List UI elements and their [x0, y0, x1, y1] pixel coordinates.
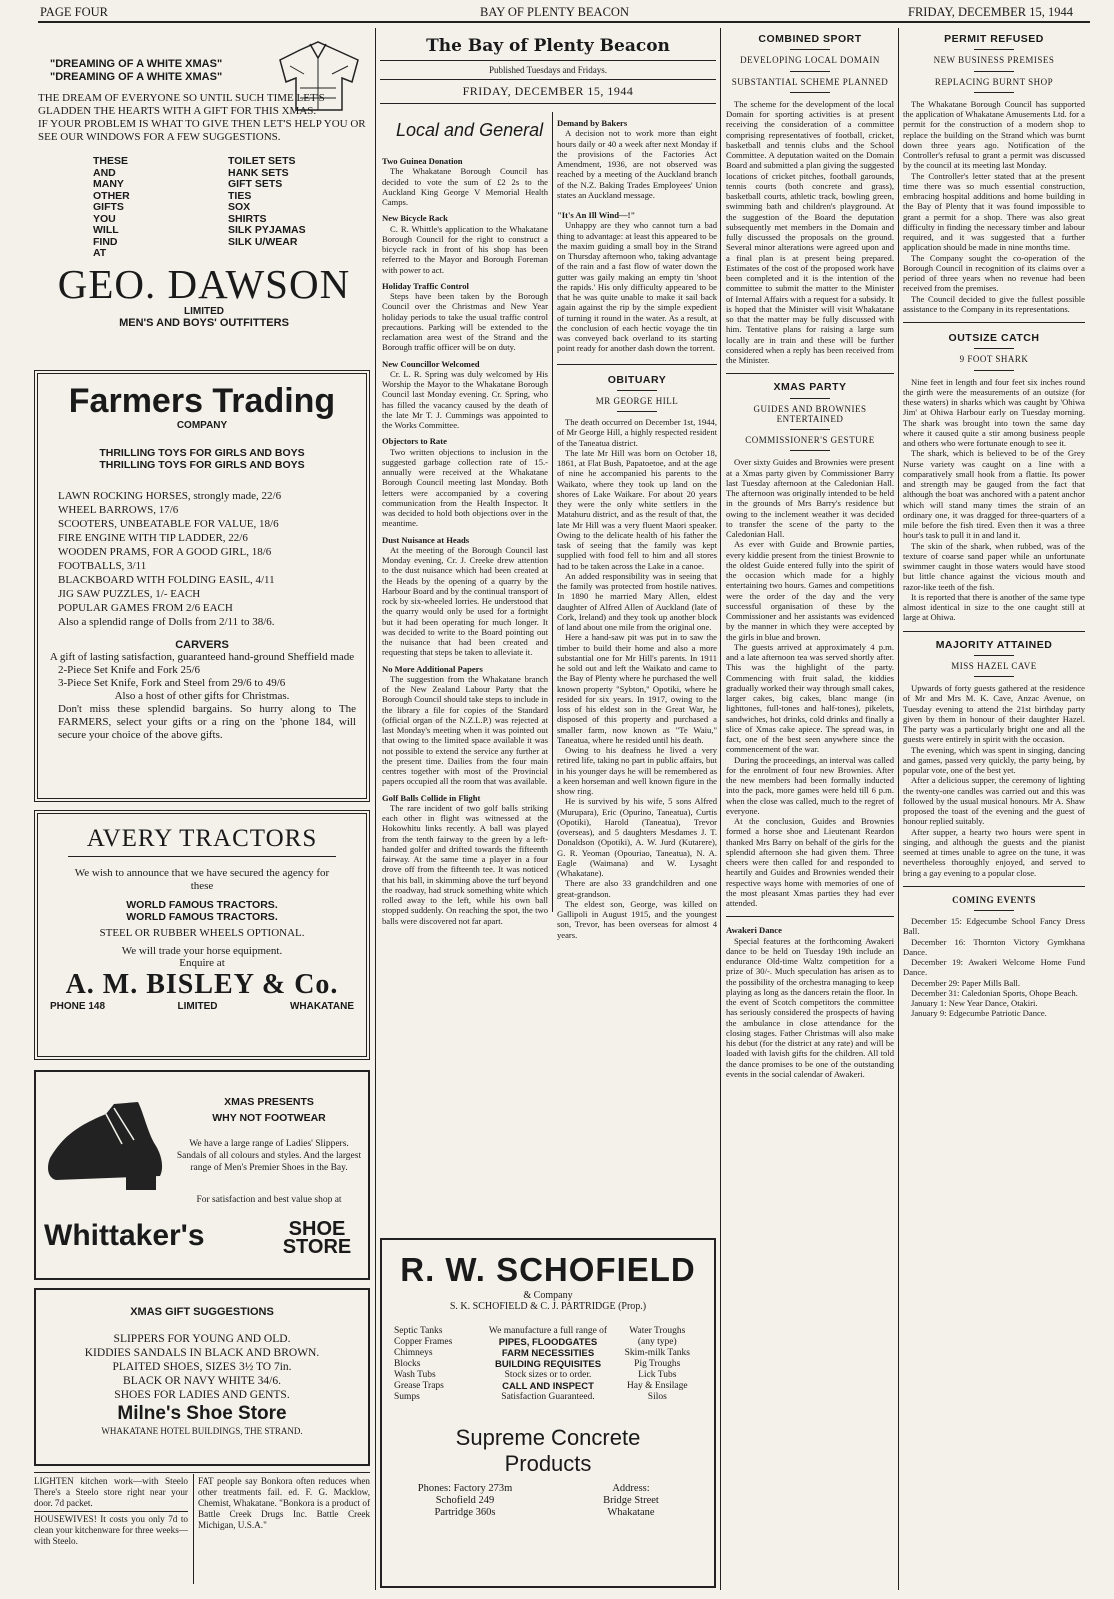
dawson-left-item: AND — [93, 166, 116, 179]
schofield-mid-7: Satisfaction Guaranteed. — [501, 1392, 595, 1402]
whittaker-title-2: WHY NOT FOOTWEAR — [212, 1112, 326, 1124]
schofield-mid-2: PIPES, FLOODGATES — [498, 1337, 598, 1348]
event-item: December 16: Thornton Victory Gymkhana Dance. — [903, 936, 1085, 957]
local-general — [382, 112, 548, 926]
dawson-limited: LIMITED — [184, 305, 224, 317]
dawson-ad — [38, 30, 370, 370]
catch-body — [903, 377, 1085, 623]
schofield-left-item: Wash Tubs — [394, 1370, 436, 1380]
schofield-name: R. W. SCHOFIELD — [400, 1251, 696, 1288]
column-rule — [375, 28, 376, 1590]
steelo-ad — [34, 1476, 188, 1586]
column-rule — [720, 28, 721, 1590]
dawson-outfitters: MEN'S AND BOYS' OUTFITTERS — [119, 316, 289, 329]
avery-wf-1: WORLD FAMOUS TRACTORS. — [126, 899, 278, 911]
dawson-dream-1: "DREAMING OF A WHITE XMAS" — [50, 58, 223, 70]
schofield-phones: Phones: Factory 273m — [417, 1483, 513, 1494]
masthead-published: Published Tuesdays and Fridays. — [488, 65, 607, 75]
majority-body — [903, 683, 1085, 878]
supreme-2: Products — [504, 1451, 592, 1476]
schofield-company: & Company — [523, 1290, 573, 1301]
schofield-address: Address: — [612, 1483, 650, 1494]
farmers-toy-list — [58, 489, 366, 629]
dawson-left-item: WILL — [93, 224, 119, 236]
dawson-left-list — [93, 156, 228, 260]
schofield-left-list — [394, 1326, 483, 1403]
local-article-text: Two written objections to inclusion in the suggested garbage collection rate of 15.- annually were received at the Whakatane Borough Council meeting last Monday. Both letters were accompanied by a covering communication from the Health Inspector. It was decided to hold both objections over in the meantime. — [382, 446, 548, 529]
schofield-right-item: Water Troughs — [629, 1326, 686, 1336]
local-article-heading: No More Additional Papers — [382, 663, 483, 674]
carvers-body: A gift of lasting satisfaction, guaranteed hand-ground Sheffield made — [49, 651, 355, 663]
xmas-party-paragraph: During the proceedings, an interval was called for the enrolment of four new Brownies. After the new members had been formally inducted into the pack, more games were held till 6 p.m. when the close was called, much to the regret of everyone. — [726, 754, 894, 816]
xmas-party-paragraph: The guests arrived at approximately 4 p.m. and a late afternoon tea was served shortly after. This was the highlight of the party. Commencing with fruit salad, the kiddies gradually worked their way through small cakes, larger cakes, big cakes, blanc mange (in lighttones, full-tones and half-tones), pikelets, sandwiches, hot drinks, cold drinks and finally a slice of Xmas cake apiece. The spread was, in fact, one of the best seen anywhere since the commencement of the war. — [726, 641, 894, 755]
permit-body — [903, 99, 1085, 314]
schofield-right-item: Skim-milk Tanks — [624, 1348, 690, 1358]
sport-body — [726, 99, 894, 366]
xmas-party-paragraph: At the conclusion, Guides and Brownies formed a horse shoe and Lieutenant Reardon thanked Mrs Barry on behalf of the girls for the splendid afternoon she had given them. Three cheers were then called for and responded to heartily and Guides and Brownies wended their respective ways home with memories of one of the most pleasant Xmas parties they had ever attended. — [726, 816, 894, 908]
obituary-paragraph: Owing to his deafness he lived a very retired life, taking no part in public affairs, but in his younger days he will be remembered as a keen horseman and well known figure in the show ring. — [557, 745, 717, 796]
local-article-text: The suggestion from the Whakatane branch of the New Zealand Labour Party that the Borough Council should take steps to include in the library a file for copies of the Standard (official organ of the N.Z.L.P.) was rejected at last Monday's meeting when it was pointed out that owing to the limited space available it was not possible to extend the service any further at the present time. Dailies from the four main centres together with most of the Provincial papers occupied all the room that was available. — [382, 673, 548, 787]
schofield-right-item: Silos — [647, 1392, 667, 1402]
dawson-left-item: GIFTS — [93, 201, 124, 213]
majority-paragraph: The evening, which was spent in singing, dancing and games, passed very quickly, the party being, by popular vote, one of the best yet. — [903, 744, 1085, 775]
catch-paragraph: It is reported that there is another of the same type almost identical in size to the one caught still at large at Ohiwa. — [903, 591, 1085, 623]
milne-address: WHAKATANE HOTEL BUILDINGS, THE STRAND. — [101, 1426, 303, 1436]
farmers-toy-item: BLACKBOARD WITH FOLDING EASIL, 4/11 — [58, 574, 275, 586]
schofield-mid-5: Stock sizes or to order. — [504, 1370, 592, 1380]
whittaker-name: Whittaker's — [44, 1219, 205, 1252]
column-four — [903, 34, 1085, 1590]
permit-title: PERMIT REFUSED — [944, 33, 1044, 45]
awakeri-heading: Awakeri Dance — [726, 925, 782, 936]
event-item: January 1: New Year Dance, Otakiri. — [911, 998, 1038, 1008]
supreme-1: Supreme Concrete — [455, 1425, 641, 1450]
events-title: COMING EVENTS — [952, 894, 1036, 905]
local-article-text: At the meeting of the Borough Council last Monday evening, Cr. J. Creeke drew attention to the dust nuisance which had been created at the Heads by the opening of a quarry by the Harbour Board and by the continual transport of rock by six-wheeled lorries. He understood that the quarry would only be used for a fortnight but it had been operating for much longer. It was decided to write to the Board pointing out the nuisance that had been created and requesting that steps be taken to alleviate it. — [382, 544, 548, 658]
avery-title: AVERY TRACTORS — [86, 825, 318, 852]
schofield-left-item: Sumps — [394, 1392, 420, 1402]
whittaker-shoe: SHOE — [288, 1218, 346, 1240]
obituary-name: MR GEORGE HILL — [595, 395, 679, 406]
carvers-list — [58, 664, 366, 690]
carvers-title: CARVERS — [175, 639, 229, 651]
local-article-heading: Dust Nuisance at Heads — [382, 534, 470, 545]
avery-intro: We wish to announce that we have secured the agency for these — [74, 867, 330, 892]
farmers-thrill-1: THRILLING TOYS FOR GIRLS AND BOYS — [99, 447, 305, 459]
obituary-paragraph: The death occurred on December 1st, 1944, of Mr George Hill, a highly respected resident of the Taneatua district. — [557, 417, 717, 448]
milne-line: PLAITED SHOES, SIZES 3½ TO 7in. — [112, 1361, 292, 1373]
permit-sub-2: REPLACING BURNT SHOP — [934, 76, 1054, 87]
dawson-left-item: FIND — [93, 235, 118, 248]
shirt-icon — [270, 30, 368, 114]
xmas-party-sub-2: COMMISSIONER'S GESTURE — [745, 435, 875, 445]
dawson-dream-2: "DREAMING OF A WHITE XMAS" — [50, 71, 223, 83]
xmas-party-title: XMAS PARTY — [773, 381, 847, 394]
milne-title: XMAS GIFT SUGGESTIONS — [130, 1306, 274, 1318]
whittaker-store: STORE — [282, 1236, 352, 1258]
event-item: December 29: Paper Mills Ball. — [911, 977, 1021, 988]
dawson-left-item: AT — [93, 247, 107, 259]
schofield-phone-3: Partridge 360s — [434, 1507, 496, 1518]
farmers-ad — [34, 370, 370, 802]
header-rule — [38, 21, 1090, 23]
catch-sub: 9 FOOT SHARK — [959, 354, 1029, 365]
avery-enquire: Enquire at — [179, 957, 225, 969]
farmers-title: Farmers Trading — [68, 382, 336, 420]
sport-sub: DEVELOPING LOCAL DOMAIN — [740, 55, 880, 66]
avery-steel: STEEL OR RUBBER WHEELS OPTIONAL. — [99, 927, 305, 939]
obituary-paragraph: Here a hand-saw pit was put in to saw the timber to build their home and also a more substantial one for Mr Hill's parents. In 1911 he sold out and left the Waikato and came to the Bay of Plenty where he purchased the well known property "Sybton," Opotiki, where he resided for six years. In 1917, owing to the loss of his eldest son in the Great War, he disposed of this property and purchased a smaller farm, now known as "Te Waiu," Taneatua, where he resided until his death. — [557, 632, 717, 745]
bisley-place: WHAKATANE — [289, 1001, 354, 1012]
schofield-addr-2: Bridge Street — [603, 1495, 659, 1506]
whittaker-body: We have a large range of Ladies' Slippers. Sandals of all colours and styles. And the largest range of Men's Premier Shoes in the Bay. — [176, 1139, 362, 1173]
dawson-gift-item: TOILET SETS — [228, 155, 296, 167]
farmers-thrill-2: THRILLING TOYS FOR GIRLS AND BOYS — [99, 459, 305, 471]
schofield-mid-4: BUILDING REQUISITES — [494, 1359, 602, 1370]
catch-paragraph: The shark, which is believed to be of the Grey Nurse variety was caught on a line with a comparatively small hook from a flattie. Its power and strength may be gauged from the fact that although the boat was anchored with a patent anchor which will stand many times the strain of an ordinary one, it was dragged for three-quarters of a mile before the fish tired. Even then it was a three hour's task to pull it in and land it. — [903, 448, 1085, 541]
bakers-heading: Demand by Bakers — [557, 118, 628, 128]
permit-paragraph: The Company sought the co-operation of the Borough Council in recognition of its claims over a period of three years when no revenue had been received from the premises. — [903, 252, 1085, 294]
schofield-mid-3: FARM NECESSITIES — [501, 1348, 595, 1359]
column-rule — [898, 28, 899, 1590]
carvers-also: Also a host of other gifts for Christmas. — [114, 690, 290, 702]
local-article-heading: Two Guinea Donation — [382, 156, 463, 166]
obituary-paragraph: The late Mr Hill was born on October 18, 1861, at Flat Bush, Papatoetoe, and at the age of nine he accompanied his parents to the Waikato, where they took up land on the shores of Lake Waikare. For about 20 years they were the only white settlers in the Matahuru district, and as the result of that, the late Mr Hill was a very fluent Maori speaker. Owing to the delicate health of his father the task of seeing that the family was kept supplied with food fell to him and all stores had to be taken across the Lake in a canoe. — [557, 447, 717, 571]
whittaker-title-1: XMAS PRESENTS — [224, 1096, 314, 1108]
schofield-left-item: Septic Tanks — [394, 1326, 443, 1336]
dawson-body-1: THE DREAM OF EVERYONE SO UNTIL SUCH TIME LET'S GLADDEN THE HEARTS WITH A GIFT FOR THIS XMAS. — [38, 92, 325, 117]
dawson-gift-item: SOX — [228, 201, 251, 213]
obituary-title: OBITUARY — [607, 373, 667, 386]
bisley-name: A. M. BISLEY & Co. — [65, 969, 339, 1000]
local-article-text: Cr. L. R. Spring was duly welcomed by His Worship the Mayor to the Whakatane Borough Council last Monday evening. Cr. Spring, who has filled the vacancy caused by the death of the late Mr T. J. Cummings was appointed to the Works Committee. — [382, 368, 548, 430]
farmers-toy-item: Also a splendid range of Dolls from 2/11 to 38/6. — [58, 616, 275, 628]
obituary-paragraph: There are also 33 grandchildren and one great-grandson. — [557, 878, 717, 899]
dawson-gift-item: SILK U/WEAR — [228, 235, 298, 248]
farmers-company: COMPANY — [176, 420, 228, 431]
milne-line: BLACK OR NAVY WHITE 34/6. — [123, 1375, 281, 1387]
milne-name: Milne's Shoe Store — [117, 1403, 287, 1424]
xmas-party-sub: GUIDES AND BROWNIES ENTERTAINED — [753, 403, 867, 424]
avery-trade: We will trade your horse equipment. — [121, 945, 283, 957]
awakeri-text: Special features at the forthcoming Awakeri dance to be held on Tuesday 19th include an endurance Old-time Waltz competition for a prize of 30/-. Much speculation has arisen as to the possibility of the orchestra managing to keep playing as long as the dancers retain the floor. In the event of Scotch competitors the committee has seriously considered the prospects of having the ambulance in close attendance for the closing stages. Father Christmas will also make his debut (for the district at any rate) and will be loaded with lavish gifts for the children. All told the dance promises to be one of the outstanding events in the social calendar of Awakeri. — [726, 935, 894, 1079]
event-item: December 31: Caledonian Sports, Ohope Beach. — [911, 987, 1078, 998]
majority-paragraph: Upwards of forty guests gathered at the residence of Mr and Mrs M. K. Cave, Anzac Avenue, on Tuesday evening to attend the 21st birthday party given by them in honour of their daughter Hazel. The party was a particularly bright one and all the guests were entirely in spirit with the occasion. — [903, 683, 1085, 745]
xmas-party-paragraph: As ever with Guide and Brownie parties, every kiddie present from the tiniest Brownie to the oldest Guide entered fully into the spirit of the occasion which made for a highly entertaining two hours. Games and competitions were the order of the day and the very successful organisation of these by the Commissioner and her assistants was evidenced by the manner in which they were accepted by the girls in blue and brown. — [726, 539, 894, 642]
whittaker-ad — [34, 1070, 370, 1280]
local-article-heading: Golf Balls Collide in Flight — [382, 792, 481, 803]
wind-heading: "It's An Ill Wind—!" — [557, 210, 636, 220]
dawson-gift-item: SILK PYJAMAS — [228, 224, 306, 236]
schofield-right-item: (any type) — [637, 1337, 677, 1347]
farmers-toy-item: FIRE ENGINE WITH TIP LADDER, 22/6 — [58, 532, 248, 544]
milne-list — [36, 1332, 368, 1402]
whittaker-body-2: For satisfaction and best value shop at — [196, 1195, 342, 1205]
obituary-body — [557, 417, 717, 940]
local-article-heading: Objectors to Rate — [382, 436, 447, 447]
farmers-toy-item: FOOTBALLS, 3/11 — [58, 560, 147, 572]
farmers-toy-item: WHEEL BARROWS, 17/6 — [58, 504, 179, 516]
bonkora-ad: FAT people say Bonkora often reduces when other treatments fail. ed. F. G. Macklow, Chemist, Whakatane. "Bonkora is a product of Battle Creek Drugs Inc. Battle Creek Michigan, U.S.A." — [198, 1476, 370, 1530]
obituary-paragraph: The eldest son, George, was killed on Gallipoli in August 1915, and the youngest son, Trevor, has been overseas for almost 4 years. — [557, 898, 717, 940]
right-subcolumn — [557, 118, 717, 940]
dawson-left-item: OTHER — [93, 189, 130, 202]
dawson-gift-item: TIES — [228, 189, 252, 202]
obituary-paragraph: An added responsibility was in seeing that the family was protected from hostile natives. In 1890 he married Mary Allen, eldest daughter of Alfred Allen of Auckland (late of Cork, Ireland) and they took up another block of land about one mile from the original one. — [557, 570, 717, 632]
dawson-left-item: MANY — [93, 178, 124, 190]
masthead-title: The Bay of Plenty Beacon — [426, 36, 670, 56]
sport-title: COMBINED SPORT — [758, 33, 862, 45]
dawson-gift-list — [228, 156, 306, 260]
catch-title: OUTSIZE CATCH — [948, 332, 1040, 344]
local-article-text: The rare incident of two golf balls striking each other in flight was witnessed at the Hokowhitu links recently. A ball was played from the tenth fairway to the green by a left-handed golfer and drifted towards the fifteenth fairway. At the same time a player in a four drove off from the fifteenth tee. It was noticed that his ball, in skimming above the turf beyond the roadway, had struck something white which rolled away to the left, while his own ball stopped suddenly. On reaching the spot, the two balls were discovered not far apart. — [382, 802, 548, 926]
schofield-addr-3: Whakatane — [607, 1507, 655, 1518]
bisley-limited: LIMITED — [177, 1001, 218, 1012]
local-article-text: Steps have been taken by the Borough Council over the Christmas and New Year holiday periods to take the usual traffic control precautions. Parking will be extended to the reclamation area west of the Strand and the Borough traffic officer will be on duty. — [382, 291, 548, 353]
header-date: FRIDAY, DECEMBER 15, 1944 — [908, 5, 1073, 19]
page-number: PAGE FOUR — [40, 5, 108, 19]
avery-ad — [34, 810, 370, 1060]
majority-paragraph: After supper, a hearty two hours were spent in singing, and although the guests and the pianist seemed at times unable to agree on the tune, it was nevertheless thoroughly enjoyed, and served to bring a gay evening to a popular close. — [903, 826, 1085, 878]
local-title: Local and General — [396, 120, 544, 140]
local-article-text: C. R. Whittle's application to the Whakatane Borough Council for the right to construct a bicycle rack in front of his shop has been referred to the Mayor and Borough Foreman with power to act. — [382, 223, 548, 275]
farmers-toy-item: WOODEN PRAMS, FOR A GOOD GIRL, 18/6 — [58, 546, 272, 558]
dawson-name: GEO. DAWSON — [57, 260, 351, 307]
column-three — [726, 34, 894, 1590]
dawson-left-item: YOU — [93, 212, 116, 225]
milne-line: SHOES FOR LADIES AND GENTS. — [114, 1389, 290, 1401]
schofield-left-item: Grease Traps — [394, 1381, 444, 1391]
schofield-right-item: Lick Tubs — [638, 1370, 677, 1380]
farmers-toy-item: POPULAR GAMES FROM 2/6 EACH — [58, 602, 233, 614]
permit-paragraph: The Council decided to give the fullest possible assistance to the Company in its representations. — [903, 293, 1085, 314]
shoe-icon — [44, 1084, 172, 1194]
carvers-item: 2-Piece Set Knife and Fork 25/6 — [58, 664, 201, 676]
steelo-text-1: LIGHTEN kitchen work—with Steelo There's a Steelo store right near your door. 7d packet. — [34, 1476, 188, 1508]
dawson-gift-item: GIFT SETS — [228, 178, 283, 190]
milne-ad — [34, 1288, 370, 1466]
farmers-toy-item: SCOOTERS, UNBEATABLE FOR VALUE, 18/6 — [58, 518, 279, 530]
wind-text: Unhappy are they who cannot turn a bad thing to advantage: at least this appeared to be the maxim guiding a small boy in the Strand on Thursday afternoon who, taking advantage of the rain and a fast flow of water down the gutter was gaily making an empty tin 'shoot the rapids.' His only difficulty appeared to be that he was quite unable to make it sail back again against the rip by the simple expedient of turning it round in the water. As a result, at the conclusion of each hectic voyage the tin was conveyed back overland to its starting point ready for another dash down the torrent. — [557, 220, 717, 354]
masthead-date: FRIDAY, DECEMBER 15, 1944 — [462, 84, 634, 98]
majority-paragraph: After a delicious supper, the ceremony of lighting the twenty-one candles was carried out and this was followed by the usual musical honours. Mr A. Shaw proposed the toast of the evening and the guest of honour replied suitably. — [903, 775, 1085, 827]
majority-sub: MISS HAZEL CAVE — [951, 660, 1037, 671]
obituary-paragraph: He is survived by his wife, 5 sons Alfred (Murupara), Eric (Opurino, Taneatua), Curtis (Opotiki), Harold (Taneatua), Trevor (overseas), and 5 daughters Mesdames J. T. Donaldson (Opotiki), A. W. Jurd (Kutarere), G. R. Yeoman (Opouriao, Taneatua), N. A. Eagle (Waimana) and W. Lysaght (Whakatane). — [557, 796, 717, 878]
dawson-gift-item: HANK SETS — [228, 166, 289, 179]
xmas-party-paragraph: Over sixty Guides and Brownies were present at a Xmas party given by Commissioner Barry last Tuesday afternoon at the Caledonian Hall. The afternoon was originally intended to be held in the grounds of Mrs Barry's residence but owing to the inclement weather it was decided to transfer the scene of the party to the Caledonian Hall. — [726, 457, 894, 539]
schofield-phone-2: Schofield 249 — [435, 1495, 495, 1506]
schofield-mid-6: CALL AND INSPECT — [502, 1381, 594, 1392]
steelo-text-2: HOUSEWIVES! It costs you only 7d to clean your kitchenware for three weeks—with Steelo. — [34, 1511, 188, 1547]
schofield-right-item: Pig Troughs — [634, 1359, 681, 1369]
local-articles — [382, 156, 548, 926]
local-article-heading: New Councillor Welcomed — [382, 358, 480, 369]
events-list — [903, 916, 1085, 1019]
schofield-props: S. K. SCHOFIELD & C. J. PARTRIDGE (Prop.) — [449, 1301, 647, 1312]
event-item: January 9: Edgecumbe Patriotic Dance. — [911, 1008, 1047, 1019]
majority-title: MAJORITY ATTAINED — [935, 638, 1053, 651]
farmers-toy-item: JIG SAW PUZZLES, 1/- EACH — [58, 588, 201, 600]
event-item: December 19: Awakeri Welcome Home Fund Dance. — [903, 957, 1085, 978]
milne-line: SLIPPERS FOR YOUNG AND OLD. — [113, 1333, 291, 1345]
local-article-heading: Holiday Traffic Control — [382, 280, 469, 291]
dawson-body-2: IF YOUR PROBLEM IS WHAT TO GIVE THEN LET'S HELP YOU OR SEE OUR WINDOWS FOR A FEW SUGGESTIONS. — [38, 118, 366, 143]
schofield-right-list — [613, 1326, 702, 1403]
dawson-gift-item: SHIRTS — [228, 212, 267, 225]
schofield-mid-1: We manufacture a full range of — [488, 1326, 608, 1336]
schofield-right-item: Hay & Ensilage — [626, 1381, 688, 1391]
local-article-heading: New Bicycle Rack — [382, 213, 448, 224]
permit-sub: NEW BUSINESS PREMISES — [933, 55, 1055, 66]
schofield-left-item: Copper Frames — [394, 1337, 453, 1347]
farmers-closing: Don't miss these splendid bargains. So hurry along to The FARMERS, select your gifts or a ring on the 'phone 184, will secure your choice of the above gifts. — [58, 703, 356, 741]
bisley-phone: PHONE 148 — [50, 1001, 106, 1012]
catch-paragraph: The skin of the shark, when rubbed, was of the texture of coarse sand paper while an unfortunate swimmer caught in those waters would have stood but little chance against the vicious mouth and razor-like teeth of the fish. — [903, 540, 1085, 592]
sport-sub-2: SUBSTANTIAL SCHEME PLANNED — [731, 76, 889, 87]
farmers-toy-item: LAWN ROCKING HORSES, strongly made, 22/6 — [58, 490, 282, 502]
event-item: December 15: Edgecumbe School Fancy Dress Ball. — [903, 916, 1085, 937]
bakers-text: A decision not to work more than eight hours daily or 40 a week after next Monday if the provisions of the Factories Act Amendment, 1936, are not observed was reached by a meeting of the Auckland branch of the N.Z. Baking Trades Employees' Union states an Auckland message. — [557, 128, 717, 200]
xmas-party-body — [726, 457, 894, 908]
milne-line: KIDDIES SANDALS IN BLACK AND BROWN. — [84, 1347, 320, 1359]
dawson-left-item: THESE — [93, 155, 129, 167]
catch-paragraph: Nine feet in length and four feet six inches round the girth were the measurements of an outsize (for these waters) in sharks which was caught by 'Ohiwa Jim' at Ohiwa Harbour early on Tuesday morning. The shark was brought into town the same day where it caused quite a stir among business people and others who were fortunate enough to see it. — [903, 376, 1085, 448]
masthead — [380, 30, 716, 110]
carvers-item: 3-Piece Set Knife, Fork and Steel from 29/6 to 49/6 — [58, 677, 286, 689]
local-article-text: The Whakatane Borough Council has decided to vote the sum of £2 2s to the Auckland King George V Memorial Health Camps. — [382, 166, 548, 207]
permit-paragraph: The Controller's letter stated that at the present time there was so much essential construction, embracing hospital additions and home building in the Bay of Plenty that it was found impossible to grant a permit for a shop. There was also great difficulty in finding the necessary timber and labour required, and it was suggested that a further application should be made in nine months time. — [903, 170, 1085, 253]
permit-paragraph: The Whakatane Borough Council has supported the application of Whakatane Amusements Ltd. for a permit for the construction of a modern shop to replace the building on the Strand which was burnt down three years ago. Notification of the Controller's refusal to grant a permit was discussed by the council at its meeting last Monday. — [903, 98, 1085, 171]
paper-name: BAY OF PLENTY BEACON — [480, 5, 629, 19]
sport-paragraph: The scheme for the development of the local Domain for sporting activities is at present receiving the consideration of a committee comprising representatives of football, cricket, basketball and tennis clubs and the School Committee. A deputation waited on the Domain Board and submitted a plan giving the suggested locations of cricket pitches, football garounds, tennis courts (both concrete and grass), basketball courts, athletic track, bowling green, swimming bath and children's playground. At the suggestion of the Board the deputation subsequently met members in the Domain and fully discussed the proposals on the ground. Several minor alterations were agreed upon and a final plan is at present being prepared. Estimates of the cost of the proposed work have been completed and it is the intention of the committee to submit the matter to the Minister of Internal Affairs with a request for a subsidy. It is hoped that the Minister will visit Whakatane so that the matter may be fully discussed with him. Tentative plans for raising a large sum locally are in train and these will be further considered when a reply has been received from the Minister. — [726, 98, 894, 365]
schofield-left-item: Blocks — [394, 1359, 421, 1369]
schofield-left-item: Chimneys — [394, 1348, 433, 1358]
schofield-ad — [380, 1238, 716, 1588]
avery-wf-2: WORLD FAMOUS TRACTORS. — [126, 911, 278, 923]
